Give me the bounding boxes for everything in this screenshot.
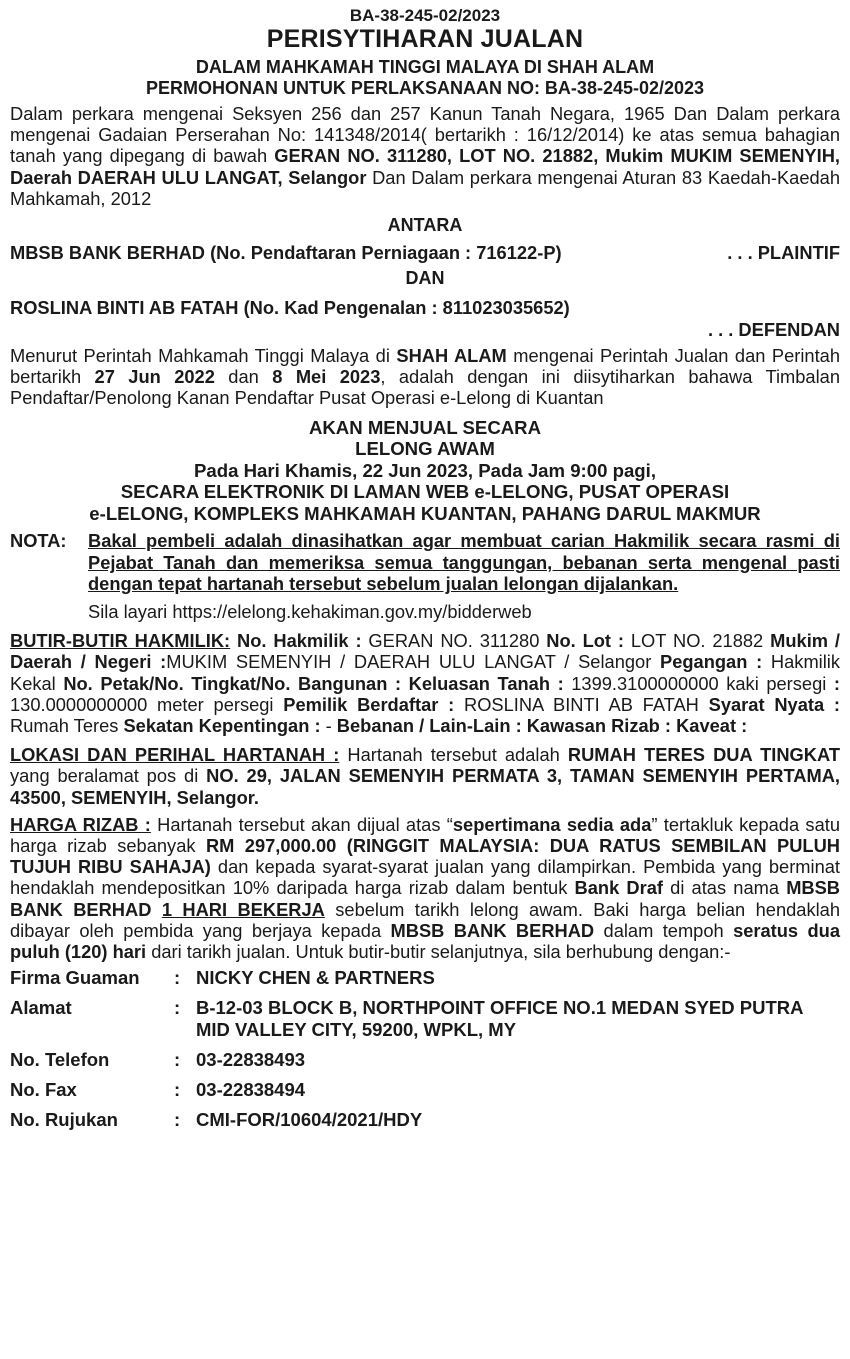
reserve-price: RM 297,000.00 (RINGGIT MALAYSIA: DUA RATUS SEMBILAN PULUH TUJUH RIBU SAHAJA) [10, 834, 840, 878]
reserve-text: Hartanah tersebut akan dijual atas “ [150, 813, 453, 835]
label-firm: Firma Guaman [10, 967, 140, 989]
reserve-text: ” tertakluk kepada satu harga rizab sebanyak [10, 813, 840, 856]
keluasan-colon: : [833, 672, 840, 694]
property-address: NO. 29, JALAN SEMENYIH PERMATA 3, TAMAN SEMENYIH PERTAMA, 43500, SEMENYIH, Selangor. [10, 765, 840, 808]
reserve-paragraph [10, 814, 840, 962]
label-pegangan: Pegangan : [660, 651, 763, 673]
location-text: Hartanah tersebut adalah [339, 744, 568, 766]
intro-paragraph [10, 103, 840, 209]
label-lot: No. Lot : [546, 630, 624, 652]
value-mukim: MUKIM SEMENYIH / DAERAH ULU LANGAT / Selangor [166, 651, 661, 673]
reserve-text: sebelum tarikh lelong awam. Baki harga belian hendaklah dibayar oleh pembida yang berjaya kepada [10, 898, 840, 941]
value-pegangan: Hakmilik Kekal [10, 651, 840, 694]
payment-period: seratus dua puluh (120) hari [10, 919, 840, 962]
intro-text: Dalam perkara mengenai Seksyen 256 dan 257 Kanun Tanah Negara, 1965 Dan Dalam perkara mengenai Gadaian Perserahan No: 141348/2014( bertarikh : 16/12/2014) ke atas semua bahagian tanah yang dipegang di bawah [10, 103, 840, 167]
bank-name: MBSB BANK BERHAD [10, 877, 841, 920]
reserve-as-is: sepertimana sedia ada [452, 813, 652, 835]
reserve-text-end: dari tarikh jualan. Untuk butir-butir selanjutnya, sila berhubung dengan:- [146, 940, 731, 962]
order-court: SHAH ALAM [396, 345, 507, 367]
sale-line-1: AKAN MENJUAL SECARA [308, 416, 542, 438]
label-ref: No. Rujukan [10, 1109, 118, 1131]
sep: : [174, 1079, 181, 1101]
sale-date: Pada Hari Khamis, 22 Jun 2023, Pada Jam 9:00 pagi, [194, 459, 656, 481]
order-date-1: 27 Jun 2022 [94, 366, 215, 388]
value-syarat: Rumah Teres [10, 714, 124, 736]
label-hakmilik: No. Hakmilik : [237, 630, 362, 652]
order-text: Menurut Perintah Mahkamah Tinggi Malaya di [10, 345, 397, 367]
value-firm: NICKY CHEN & PARTNERS [196, 967, 435, 989]
intro-land-title: GERAN NO. 311280, LOT NO. 21882, Mukim MUKIM SEMENYIH, Daerah DAERAH ULU LANGAT, Selangor [10, 145, 840, 188]
contact-row-fax [10, 1079, 840, 1101]
order-paragraph [10, 345, 840, 409]
dan-heading: DAN [405, 268, 445, 289]
defendant-role: . . . DEFENDAN [707, 319, 840, 341]
label-fax: No. Fax [10, 1079, 77, 1101]
antara-heading: ANTARA [387, 215, 463, 236]
label-pemilik: Pemilik Berdaftar : [283, 693, 455, 715]
location-heading: LOKASI DAN PERIHAL HARTANAH : [10, 744, 340, 766]
contact-row-ref [10, 1109, 840, 1131]
value-ref: CMI-FOR/10604/2021/HDY [196, 1109, 423, 1131]
order-text: mengenai Perintah Jualan dan Perintah bertarikh [10, 345, 840, 388]
sep: : [174, 997, 181, 1019]
reserve-heading: HARGA RIZAB : [10, 813, 151, 835]
nota-text: Bakal pembeli adalah dinasihatkan agar membuat carian Hakmilik secara rasmi di Pejabat Tanah dan memeriksa semua tanggungan, bebanan serta mengenal pasti dengan tepat hartanah tersebut sebelum jualan lelongan dijalankan. [88, 530, 840, 595]
sep: : [174, 1109, 181, 1131]
plaintiff-name: MBSB BANK BERHAD (No. Pendaftaran Perniagaan : 716122-P) [10, 242, 562, 264]
bank-name-2: MBSB BANK BERHAD [390, 919, 595, 941]
value-keluasan-ft: 1399.3100000000 kaki persegi [563, 672, 834, 694]
label-sekatan: Sekatan Kepentingan : [123, 714, 321, 736]
location-text: yang beralamat pos di [10, 765, 207, 787]
contact-block [10, 967, 840, 1131]
value-lot: LOT NO. 21882 [624, 630, 771, 652]
nota-section [10, 530, 840, 622]
sale-line-2: LELONG AWAM [355, 438, 495, 460]
order-text: , adalah dengan ini diisytiharkan bahawa Timbalan Pendaftar/Penolong Kanan Pendaftar Pusat Operasi e-Lelong di Kuantan [10, 366, 840, 409]
value-address: B-12-03 BLOCK B, NORTHPOINT OFFICE NO.1 MEDAN SYED PUTRA MID VALLEY CITY, 59200, WPKL, MY [196, 997, 803, 1041]
defendant-row [10, 297, 840, 319]
value-fax: 03-22838494 [196, 1079, 306, 1101]
value-hakmilik: GERAN NO. 311280 [361, 630, 547, 652]
intro-text-end: Dan Dalam perkara mengenai Aturan 83 Kaedah-Kaedah Mahkamah, 2012 [10, 166, 840, 209]
title-details-paragraph [10, 630, 840, 736]
order-text: dan [214, 366, 273, 388]
label-bebanan: Bebanan / Lain-Lain : Kawasan Rizab : Kaveat : [336, 714, 748, 736]
label-syarat: Syarat Nyata : [708, 693, 840, 715]
plaintiff-row [10, 242, 840, 264]
contact-row-firm [10, 967, 840, 989]
property-type: RUMAH TERES DUA TINGKAT [567, 744, 840, 766]
plaintiff-role: . . . PLAINTIF [727, 242, 840, 264]
nota-label: NOTA: [10, 530, 67, 552]
nota-body [88, 530, 840, 622]
sep: : [174, 1049, 181, 1071]
notice-title: PERISYTIHARAN JUALAN [266, 25, 584, 53]
sep: : [174, 967, 181, 989]
label-keluasan: Keluasan Tanah : [408, 672, 564, 694]
reserve-text: dan kepada syarat-syarat jualan yang dilampirkan. Pembida yang berminat hendaklah mendepositkan 10% daripada harga rizab dalam bentuk [10, 856, 840, 899]
reserve-text: di atas nama [662, 877, 787, 899]
website-link[interactable]: Sila layari https://elelong.kehakiman.gov.my/bidderweb [88, 600, 532, 622]
value-phone: 03-22838493 [196, 1049, 306, 1071]
value-keluasan-m: 130.0000000000 meter persegi [10, 693, 284, 715]
value-sekatan: - [320, 714, 337, 736]
order-date-2: 8 Mei 2023 [272, 366, 381, 388]
bank-draft: Bank Draf [574, 877, 663, 899]
contact-row-address [10, 997, 840, 1041]
sale-venue-1: SECARA ELEKTRONIK DI LAMAN WEB e-LELONG, PUSAT OPERASI [120, 481, 730, 503]
value-pemilik: ROSLINA BINTI AB FATAH [454, 693, 709, 715]
label-petak: No. Petak/No. Tingkat/No. Bangunan : [63, 672, 402, 694]
one-working-day: 1 HARI BEKERJA [161, 898, 325, 920]
label-mukim: Mukim / Daerah / Negeri : [10, 630, 840, 673]
location-paragraph [10, 744, 840, 808]
contact-row-phone [10, 1049, 840, 1071]
reserve-text: dalam tempoh [594, 919, 734, 941]
application-number: PERMOHONAN UNTUK PERLAKSANAAN NO: BA-38-245-02/2023 [145, 78, 705, 98]
court-name: DALAM MAHKAMAH TINGGI MALAYA DI SHAH ALAM [195, 57, 655, 77]
label-address: Alamat [10, 997, 72, 1019]
title-details-heading: BUTIR-BUTIR HAKMILIK: [10, 630, 231, 652]
sale-block [10, 417, 840, 525]
label-phone: No. Telefon [10, 1049, 110, 1071]
sale-venue-2: e-LELONG, KOMPLEKS MAHKAMAH KUANTAN, PAHANG DARUL MAKMUR [89, 502, 761, 524]
case-reference: BA-38-245-02/2023 [349, 6, 501, 25]
defendant-name: ROSLINA BINTI AB FATAH (No. Kad Pengenalan : 811023035652) [10, 297, 570, 319]
